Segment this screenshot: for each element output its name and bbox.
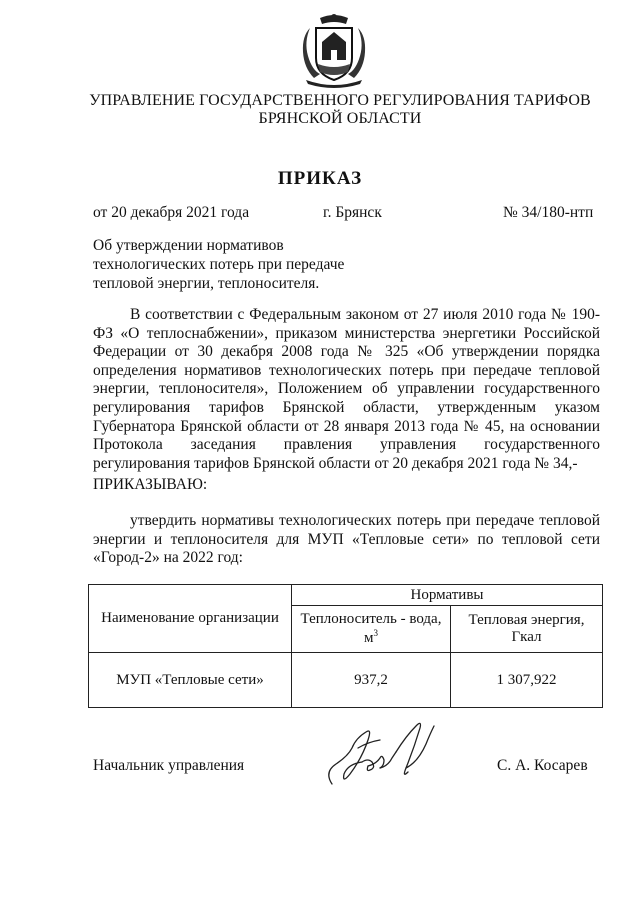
header-water-label: Теплоноситель - вода, xyxy=(300,611,442,627)
subject-line: технологических потерь при передаче xyxy=(93,256,345,273)
subject-line: тепловой энергии, теплоносителя. xyxy=(93,275,320,292)
row-organization: МУП «Тепловые сети» xyxy=(89,653,292,708)
row-heat-value: 1 307,922 xyxy=(451,653,603,708)
header-heat-label: Тепловая энергия, xyxy=(468,612,585,628)
header-heat xyxy=(451,606,603,653)
row-water-value: 937,2 xyxy=(292,653,451,708)
header-water-unit-exponent: 3 xyxy=(373,628,378,638)
header-heat-unit: Гкал xyxy=(511,629,542,645)
subject-line: Об утверждении нормативов xyxy=(93,237,284,254)
document-body-paragraph: В соответствии с Федеральным законом от 27 июля 2010 года № 190-ФЗ «О теплоснабжении», приказом министерства энергетики Российской Федерации от 30 декабря 2008 года № 325 «Об утверждении порядка определения нормативов технологических потерь при передаче тепловой энергии, теплоносителя», Положением об управлении государственного регулирования тарифов Брянской области, утвержденным указом Губернатора Брянской области от 28 января 2013 года № 45, на основании Протокола заседания правления управления государственного регулирования тарифов Брянской области от 20 декабря 2021 года № 34,- xyxy=(93,306,600,472)
document-subject xyxy=(93,236,344,293)
document-number: № 34/180-нтп xyxy=(503,204,594,221)
handwritten-signature xyxy=(322,718,440,794)
table-row xyxy=(89,653,603,708)
header-water xyxy=(292,606,451,653)
header-norms-group: Нормативы xyxy=(292,585,603,606)
signatory-role: Начальник управления xyxy=(93,757,245,774)
norms-table xyxy=(88,584,603,708)
header-organization: Наименование организации xyxy=(89,585,292,653)
organization-name-line1: УПРАВЛЕНИЕ ГОСУДАРСТВЕННОГО РЕГУЛИРОВАНИЯ ТАРИФОВ xyxy=(89,92,591,109)
coat-of-arms-emblem xyxy=(300,12,368,88)
document-date: от 20 декабря 2021 года xyxy=(93,204,250,221)
order-text-paragraph: утвердить нормативы технологических потерь при передаче тепловой энергии и теплоносителя для МУП «Тепловые сети» по тепловой сети «Город-2» на 2022 год: xyxy=(93,512,600,567)
organization-name-line2: БРЯНСКОЙ ОБЛАСТИ xyxy=(258,110,422,127)
header-water-unit: м xyxy=(364,630,374,646)
document-city: г. Брянск xyxy=(323,204,382,221)
order-keyword: ПРИКАЗЫВАЮ: xyxy=(93,476,208,493)
document-title: ПРИКАЗ xyxy=(277,168,363,189)
signatory-name: С. А. Косарев xyxy=(497,757,588,774)
